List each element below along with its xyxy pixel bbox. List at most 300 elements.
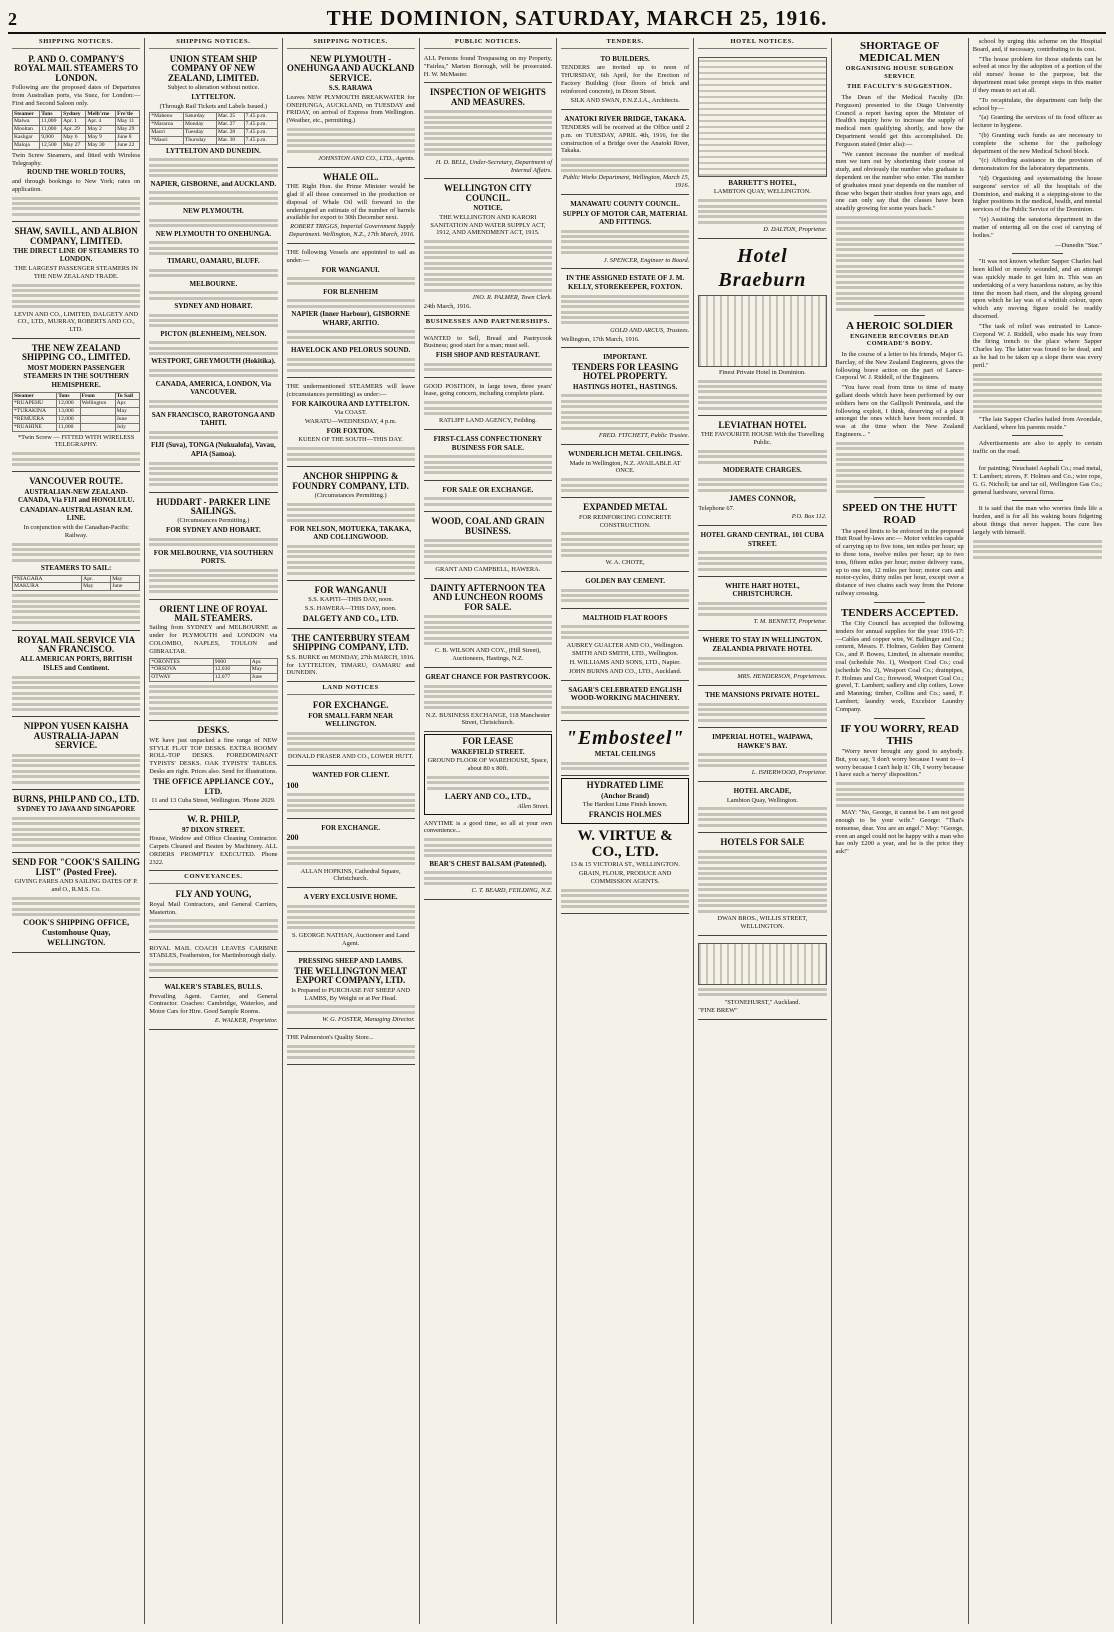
ad-subtitle: TIMARU, OAMARU, BLUFF. (167, 257, 260, 266)
article-paragraph: Advertisements are also to apply to certain traffic on the road. (972, 440, 1102, 456)
ad-bread-business (424, 332, 552, 378)
ad-kelly-estate (561, 271, 689, 348)
column-4 (420, 38, 557, 1624)
ad-body: Royal Mail Contractors, and General Carriers, Masterton. (149, 900, 278, 916)
table-row: *REMUERA 12,000 June (13, 415, 140, 423)
text-filler (561, 295, 689, 325)
text-filler (287, 846, 415, 865)
text-filler (698, 657, 826, 671)
ad-subtitle: FOR BLENHEIM (323, 287, 379, 296)
ad-subtitle: FISH SHOP AND RESTAURANT. (435, 351, 540, 360)
text-filler (287, 447, 415, 461)
ad-undermentioned-steamers (287, 380, 415, 467)
ad-subtitle: NEW PLYMOUTH TO ONEHUNGA. (155, 229, 271, 238)
ad-golden-bay-cement (561, 574, 689, 609)
ad-signature: JNO. R. PALMER, Town Clerk. (472, 294, 552, 302)
article-headline: TENDERS ACCEPTED. (840, 606, 959, 619)
text-filler (424, 539, 552, 564)
ad-date: Wellington, 17th March, 1916. (561, 335, 640, 343)
ad-subtitle: FOR WANGANUI. (321, 265, 380, 274)
ad-subtitle: FOR MELBOURNE, VIA SOUTHERN PORTS. (153, 548, 274, 566)
ad-leviathan-hotel (698, 418, 826, 526)
ad-exchange-2 (287, 821, 415, 888)
ad-body: THE undermentioned STEAMERS will leave (circumstances permitting) as under:— (286, 383, 415, 398)
text-filler (836, 782, 964, 807)
ad-signature: JAMES CONNOR, (729, 493, 796, 503)
article-divider (874, 315, 925, 316)
ad-cooks (12, 855, 140, 952)
ad-subtitle: GREAT CHANCE FOR PASTRYCOOK. (425, 673, 551, 682)
text-filler (561, 158, 689, 172)
text-filler (12, 543, 140, 562)
ad-subtitle: S.S. RARAWA (328, 84, 373, 93)
ad-signature: DWAN BROS., WILLIS STREET, WELLINGTON. (717, 915, 808, 930)
text-filler (561, 706, 689, 714)
ad-title: THE WELLINGTON MEAT EXPORT COMPANY, LTD. (294, 965, 408, 986)
ad-subtitle: THE MANSIONS PRIVATE HOTEL. (705, 691, 820, 699)
ad-signature: E. WALKER, Proprietor. (214, 1016, 278, 1024)
text-filler (424, 110, 552, 156)
ad-body: Twin Screw Steamers, and fitted with Wireless Telegraphy. (12, 151, 141, 167)
ad-signature: SILK AND SWAN, F.N.Z.I.A., Architects. (570, 96, 680, 104)
ad-hotels-for-sale (698, 835, 826, 936)
article-paragraph: "It was not known whether Sapper Charles had been killed or merely wounded, and an attempt was quickly made to get him in. This was an undertaking of a very hazardous nature, as by this time the moon had risen, and the sloping ground upon which he lay was of a whitish colour, upon which any moving figure could be readily discerned. (972, 258, 1102, 320)
ad-title: P. AND O. COMPANY'S ROYAL MAIL STEAMERS TO LONDON. (14, 53, 139, 83)
ad-body: WARATU—WEDNESDAY, 4 p.m. (304, 418, 397, 426)
text-filler (149, 314, 277, 328)
ad-title: FOR LEASE (462, 736, 514, 747)
text-filler (561, 589, 689, 603)
ad-title: SEND FOR "COOK'S SAILING LIST" (Posted Free). (12, 857, 141, 877)
column-3 (283, 38, 420, 1624)
ad-signature: S. GEORGE NATHAN, Auctioneer and Land Agent. (291, 931, 410, 947)
ad-subtitle: GOLDEN BAY CEMENT. (585, 577, 665, 586)
ad-body: Prevailing Agent. Carrier, and General Contractor. Coaches: Cambridge, Waterloo, and Motor Cars for Hire. Good Sample Rooms. (149, 992, 278, 1016)
ad-weights-measures (424, 85, 552, 179)
table-row: OTWAY 12,077 June (150, 674, 277, 682)
ad-signature: C. B. WILSON AND COY., (Hill Street), Auctioneers, Hastings, N.Z. (434, 647, 541, 663)
ad-body: (Circumstances Permitting.) (177, 517, 250, 525)
table-row: *ORSOVA 12,036 May (150, 666, 277, 674)
ad-royal-mail-coach (149, 942, 277, 978)
ad-pastrycook (424, 670, 552, 732)
ad-body: ALL Persons found Trespassing on my Property, "Fairlea," Marton Borough, will be prosecuted. H. W. McMaster. (423, 54, 552, 78)
ad-body: GIVING FARES AND SAILING DATES OF P. and O., R.M.S. Co. (14, 878, 138, 893)
ad-title: VANCOUVER ROUTE. (29, 476, 124, 487)
ad-subtitle: MANAWATU COUNTY COUNCIL. (570, 200, 681, 209)
ad-subtitle: MALTHOID FLAT ROOFS (582, 613, 668, 622)
ad-body: KUEEN OF THE SOUTH—THIS DAY. (298, 436, 403, 444)
ad-address: Allen Street. (517, 802, 549, 810)
text-filler (149, 462, 277, 487)
masthead (8, 6, 1106, 34)
ad-signature: W. A. CHOTE, (605, 559, 645, 567)
section-heading: BUSINESSES AND PARTNERSHIPS. (424, 318, 552, 329)
ad-title: BURNS, PHILP AND CO., LTD. (13, 793, 139, 804)
ad-title: DAINTY AFTERNOON TEA AND LUNCHEON ROOMS FOR SALE. (430, 582, 546, 612)
ad-stonehurst (698, 938, 826, 1020)
ad-body: Via COAST. (334, 409, 367, 417)
ad-title: NIPPON YUSEN KAISHA AUSTRALIA-JAPAN SERVICE. (23, 721, 129, 751)
ad-body: Leaves NEW PLYMOUTH BREAKWATER for ONEHUNGA, AUCKLAND, on TUESDAY and FRIDAY, on arrival of Express from Wellington. (Weather, etc., permitting.) (286, 93, 415, 125)
article-paragraph: school by urging this scheme on the Hospital Board, and, if necessary, contributing to its cost. (972, 38, 1102, 53)
ad-subtitle: WALKER'S STABLES, BULLS. (164, 983, 263, 992)
ad-hotel-braeburn (698, 241, 826, 416)
ad-body: *Twin Screw — FITTED WITH WIRELESS TELEGRAPHY. (17, 433, 135, 449)
ad-new-plymouth-service (287, 52, 415, 168)
ad-subtitle: (Anchor Brand) (601, 791, 650, 800)
text-filler (287, 732, 415, 751)
ad-body: THE following Vessels are appointed to sail as under:— (286, 248, 415, 264)
text-filler (424, 838, 552, 857)
ad-body: Sailing from SYDNEY and MELBOURNE as under for PLYMOUTH and LONDON via COLOMBO, NAPLES, TOULON and GIBRALTAR. (149, 624, 278, 655)
table-row: *Maori Thursday Mar. 30 7.45 p.m. (150, 136, 277, 144)
ad-vessels-sailing (287, 246, 415, 378)
ad-signature: GOLD AND ARCUS, Trustees. (610, 326, 690, 334)
ad-subtitle: ANATOKI RIVER BRIDGE, TAKAKA. (564, 114, 687, 123)
ad-signature: LAERY AND CO., LTD., (444, 791, 531, 801)
ad-nippon-yusen (12, 719, 140, 790)
ad-subtitle: NEW PLYMOUTH. (183, 207, 244, 216)
text-filler (149, 269, 277, 277)
article-paragraph: for painting; Neuchatel Asphalt Co.; road metal, T. Lambert; stoves, F. Holmes and Co.; wire rope, G. G. Nicholl; tar and tar oil, Wellington Gas Co.; general hardware, several firms. (972, 465, 1102, 496)
article-paragraph: "(a) Granting the services of its food officer as lecturer in hygiene. (972, 114, 1102, 130)
text-filler (698, 850, 826, 912)
column-2 (145, 38, 282, 1624)
ad-burns-philp (12, 792, 140, 853)
ad-subtitle: FOR FOXTON. (326, 426, 375, 435)
ad-title: HYDRATED LIME (586, 780, 664, 791)
text-filler (12, 754, 140, 784)
table-header: Fre'tle (116, 110, 140, 118)
column-8 (969, 38, 1106, 1624)
ad-signature: H. WILLIAMS AND SONS, LTD., Napier. (569, 659, 681, 667)
text-filler (561, 478, 689, 492)
table-row: *Mararoa Monday Mar. 27 7.45 p.m. (150, 121, 277, 129)
ad-signature: MRS. HENDERSON, Proprietress. (737, 673, 827, 681)
ad-signature: LEVIN AND CO., LIMITED, DALGETY AND CO., LTD., MURRAY, ROBERTS AND CO., LTD. (14, 310, 139, 334)
column-heading: SHIPPING NOTICES. (149, 38, 277, 49)
ad-anatoki-bridge (561, 112, 689, 196)
ad-body: THE WELLINGTON AND KARORI SANITATION AND WATER SUPPLY ACT, 1912, AND AMENDMENT ACT, 1915. (430, 213, 546, 237)
ad-title: THE NEW ZEALAND SHIPPING CO., LIMITED. (21, 343, 131, 363)
ad-orient-line (149, 602, 277, 722)
ad-signature: RATLIFF LAND AGENCY, Feilding. (439, 417, 537, 425)
ad-subtitle: MODERATE CHARGES. (722, 466, 802, 475)
article-divider (1012, 253, 1064, 254)
text-filler (287, 299, 415, 307)
ad-title: THE CANTERBURY STEAM SHIPPING COMPANY, LTD. (291, 632, 410, 653)
ad-body: THE Palmerston's Quality Store... (286, 1034, 374, 1042)
ad-vancouver-route (12, 474, 140, 630)
text-filler (149, 241, 277, 255)
ad-signature: ROBERT TRIGGS, Imperial Government Supply Department. Wellington, N.Z., 17th March, 1916. (288, 223, 415, 239)
column-7 (832, 38, 969, 1624)
section-heading: CONVEYANCES. (149, 873, 277, 884)
ad-exclusive-home (287, 890, 415, 952)
sailing-table (149, 112, 277, 144)
text-filler (836, 442, 964, 494)
article-paragraph: In the course of a letter to his friends, Major G. Barclay, of the New Zealand Engineers, gives the following brave action on the part of Lance-Corporal W. J. Riddell, of the Engineers. (835, 350, 964, 382)
article-divider (874, 718, 925, 719)
text-filler (287, 277, 415, 285)
ad-subtitle: FIRST-CLASS CONFECTIONERY BUSINESS FOR SALE. (433, 435, 543, 452)
column-heading: HOTEL NOTICES. (698, 38, 826, 49)
ad-title: WELLINGTON CITY COUNCIL. (443, 183, 532, 203)
ad-body: GROUND FLOOR OF WAREHOUSE, Space, about 80 x 80ft. (427, 757, 549, 772)
article-paragraph: "(e) Assisting the sanatoria department in the matter of entering all on the cost of carrying of bodies." (972, 216, 1102, 239)
ad-po-steamers (12, 52, 140, 222)
ad-subtitle: STEAMERS TO SAIL: (40, 564, 112, 573)
table-header: Steamer (13, 110, 40, 118)
table-row: Maori Tuesday Mar. 28 7.45 p.m. (150, 129, 277, 137)
article-divider (874, 602, 925, 603)
article-paragraph: The Dean of the Medical Faculty (Dr. Ferguson) presented to the Otago University Council a report having upon the Minister of Health's inquiry how to increase the supply of medical men qualifying shortly, and how the Department would get this accomplished. Dr. Ferguson stated (inter alia):— (835, 93, 964, 148)
article-paragraph: "The task of relief was entrusted to Lance-Corporal W. J. Riddell, who made his way from the firing trench to the place where Sapper Charles lay. The latter was found to be dead, and as he had to be taken up a slope there was every peril." (972, 322, 1102, 369)
ad-body: In conjunction with the Canadian-Pacific Railway. (23, 523, 129, 539)
ad-subtitle: ROUND THE WORLD TOURS, (26, 168, 126, 177)
article-paragraph: "We cannot increase the number of medical men we turn out by shortening their course of study, and obviously the number who graduate is dependent on the number who enter. The number of graduates must year depends on the number of those who began their studies four years ago, and one can only say that the classes have been steadily growing for some years back." (835, 150, 964, 213)
ad-signature: COOK'S SHIPPING OFFICE, Customhouse Quay, WELLINGTON. (23, 918, 130, 947)
newspaper-title: THE DOMINION, SATURDAY, MARCH 25, 1916. (326, 6, 828, 30)
ad-subtitle: FOR SMALL FARM NEAR WELLINGTON. (308, 711, 394, 729)
text-filler (561, 532, 689, 557)
sailing-table: Steamer Tons From To Sail *RUAPEHU 12,000 Wellington Apr. *TURAKINA 13,000 May *REMUERA 12,000 June *RUAHINE 11,000 July (12, 392, 140, 432)
sailing-table (149, 658, 277, 682)
ad-subtitle: PRESSING SHEEP AND LAMBS. (298, 957, 403, 966)
text-filler (287, 358, 415, 372)
text-filler (12, 676, 140, 711)
ad-subtitle: SYDNEY AND HOBART. (174, 302, 253, 311)
ad-subtitle: FOR NELSON, MOTUEKA, TAKAKA, AND COLLINGWOOD. (290, 524, 412, 542)
ad-signature: THE OFFICE APPLIANCE COY., LTD. (153, 776, 274, 796)
ad-title: W. R. PHILP, (187, 814, 240, 825)
text-filler (12, 594, 140, 624)
ad-subtitle: SAGAR'S CELEBRATED ENGLISH WOOD-WORKING MACHINERY. (568, 685, 682, 703)
ad-signature: GRANT AND CAMPBELL, HAWERA. (435, 565, 541, 573)
ad-grand-central (698, 528, 826, 577)
ad-title: NEW PLYMOUTH - ONEHUNGA AND AUCKLAND SERVICE. (286, 53, 415, 83)
ad-nz-shipping (12, 341, 140, 472)
article-paragraph: The speed limits to be enforced in the proposed Hutt Road by-laws are:— Motor vehicles capable of carrying up to five tons, ten miles per hour; up to three tons, twelve miles per hour; up to two tons, fifteen miles per hour; motor delivery vans, up to one ton, 12 miles per hour; motor cars and motor-cycles, thirty miles per hour, except over a distance of two chains each way from the Petone railway crossing. (835, 527, 964, 598)
ad-subtitle: LYTTELTON AND DUNEDIN. (165, 146, 261, 155)
article-paragraph: "Worry never brought any good to anybody. But, you say, 'I don't worry because I want to—I worry because I can't help it.' Oh, I worry because I have such a 'nervy' disposition." (835, 747, 964, 779)
sailing-table (12, 575, 140, 592)
column-5 (557, 38, 694, 1624)
ad-canterbury-steam (287, 631, 415, 682)
ad-palmerston (287, 1031, 415, 1065)
ad-where-to-stay (698, 633, 826, 686)
ad-body: (Circumstances Permitting.) (314, 492, 387, 500)
text-filler (149, 431, 277, 439)
article-paragraph: It is said that the man who worries finds life a burden, and is for all his waking hours fidgeting about things that never happen. The cure lies largely with himself. (972, 505, 1102, 536)
ad-subtitle: WUNDERLICH METAL CEILINGS. (568, 449, 683, 458)
text-filler (836, 216, 964, 311)
article-divider (1012, 435, 1064, 436)
column-1 (8, 38, 145, 1624)
ad-malthoid (561, 611, 689, 681)
article-paragraph: "You have read from time to time of many gallant deeds which have been performed by our soldiers here on the Gallipoli Peninsula, and the following exploit, I think, deserving of a place amongst the ones which have been recorded. It was at the time when the New Zealand Engineers... " (835, 384, 964, 439)
ad-body: S.S. KAPITI—THIS DAY, noon. (308, 596, 394, 604)
table-row: Kashgar 9,000 May 6 May 9 June 8 (13, 134, 140, 142)
section-heading: LAND NOTICES (287, 684, 415, 695)
ad-subtitle: IMPORTANT. (603, 353, 648, 362)
ad-title: UNION STEAM SHIP COMPANY OF NEW ZEALAND, LIMITED. (167, 53, 259, 83)
text-filler (698, 199, 826, 224)
ad-subtitle: HASTINGS HOTEL, HASTINGS. (572, 382, 678, 391)
ad-po-box: P.O. Box 112. (791, 513, 827, 521)
text-filler (12, 197, 140, 216)
ad-address: Lambton Quay, Wellington. (726, 796, 798, 804)
ad-whale-oil (287, 170, 415, 244)
ad-title: INSPECTION OF WEIGHTS AND MEASURES. (429, 87, 546, 107)
ad-body: Made in Wellington, N.Z. AVAILABLE AT ONCE. (569, 459, 681, 475)
article-paragraph: "(d) Organising and systematising the house surgeons' service of all the hospitals of the Dominion, and making it a stepping-stone to the higher positions in the medical, health, and mental services of the Public Service of the Dominion. (972, 175, 1102, 214)
ad-title: ORIENT LINE OF ROYAL MAIL STEAMERS. (159, 603, 268, 623)
ad-huddart-parker (149, 495, 277, 600)
ad-subtitle: TO BUILDERS. (600, 54, 650, 63)
ad-signature: SMITH AND SMITH, LTD., Wellington. (572, 650, 679, 658)
text-filler (149, 919, 277, 933)
hotel-building-illustration (698, 57, 826, 177)
columns (8, 38, 1106, 1624)
page-number: 2 (8, 9, 17, 29)
ad-signature: "STONEHURST," Auckland. (724, 998, 801, 1006)
text-filler (287, 545, 415, 575)
ad-subtitle: MELBOURNE. (189, 279, 238, 288)
text-filler (698, 380, 826, 410)
ad-title: HOTELS FOR SALE (720, 837, 805, 848)
ad-subtitle: HOTEL GRAND CENTRAL, 101 CUBA STREET. (700, 531, 825, 548)
ad-subtitle: AUSTRALIAN-NEW ZEALAND-CANADA, Via FIJI and HONOLULU. (17, 487, 135, 505)
table-row: *ORONTES 9000 Apr. (150, 658, 277, 666)
table-row: *RUAPEHU 12,000 Wellington Apr. (13, 400, 140, 408)
ad-body: "FINE BREW" (698, 1007, 738, 1015)
ad-title: FOR EXCHANGE. (312, 700, 389, 711)
ad-title: SHAW, SAVILL, AND ALBION COMPANY, LIMITED. (14, 226, 138, 246)
ad-title: W. VIRTUE & CO., LTD. (577, 827, 673, 860)
ad-subtitle: FOR KAIKOURA AND LYTTELTON. (291, 399, 410, 408)
ad-imperial-hotel (698, 730, 826, 782)
table-row: *Maheno Saturday Mar. 25 7.45 p.m. (150, 113, 277, 121)
article-paragraph: "(b) Granting such funds as are necessary to complete the scheme for the pathology department of the new Medical School block. (972, 131, 1102, 155)
article-source: —Dunedin "Star." (1055, 241, 1102, 249)
ad-subtitle: HAVELOCK AND PELORUS SOUND. (290, 346, 411, 355)
text-filler (149, 569, 277, 594)
ad-signature: C. T. BEARD, FEILDING, N.Z. (471, 887, 552, 895)
ad-subtitle: WESTPORT, GREYMOUTH (Hokitika). (151, 357, 276, 366)
ad-virtue (561, 826, 689, 915)
ad-signature: H. D. BELL, Under-Secretary, Department of Internal Affairs. (435, 158, 552, 174)
ad-subtitle: BEAR'S CHEST BALSAM (Patented). (429, 859, 547, 868)
article-subheading: ENGINEER RECOVERS DEAD COMRADE'S BODY. (850, 332, 950, 348)
text-filler (12, 452, 140, 466)
ad-subtitle: FOR SALE OR EXCHANGE. (442, 485, 534, 494)
ad-subtitle: WHITE HART HOTEL, CHRISTCHURCH. (725, 581, 800, 599)
ad-signature: FRANCIS HOLMES (588, 810, 662, 820)
ad-subtitle: ZEALANDIA PRIVATE HOTEL (712, 645, 813, 654)
ad-title: EXPANDED METAL (583, 502, 668, 513)
text-filler (561, 762, 689, 770)
stonehurst-illustration (698, 943, 826, 985)
ad-mansions-hotel (698, 688, 826, 728)
ad-title: LEVIATHAN HOTEL (718, 419, 807, 430)
ad-philp (149, 812, 277, 871)
ad-desks (149, 723, 277, 810)
ad-embosteel (561, 723, 689, 777)
text-filler (12, 817, 140, 847)
text-filler (424, 497, 552, 505)
ad-body: (Through Rail Tickets and Labels Issued.) (159, 102, 268, 110)
article-subheading: THE FACULTY'S SUGGESTION. (847, 83, 953, 91)
text-filler (149, 369, 277, 377)
ad-subtitle: A VERY EXCLUSIVE HOME. (303, 893, 398, 902)
ad-body: Is Prepared to PURCHASE FAT SHEEP AND LAMBS, By Weight or at Per Head. (291, 986, 411, 1002)
ad-body: Following are the proposed dates of Departures from Australian ports, via Suez, for London:— First and Second Saloon only. (12, 84, 141, 107)
article-headline: A HEROIC SOLDIER (846, 319, 954, 332)
embosteel-logo: "Embosteel" (565, 726, 685, 749)
text-filler (149, 685, 277, 715)
ad-wunderlich (561, 447, 689, 498)
ad-body: WANTED to Sell, Bread and Pastrycook Business; good start for a man; must sell. (423, 334, 552, 350)
text-filler (149, 191, 277, 205)
ad-body: THE FAVOURITE HOUSE With the Travelling Public. (700, 431, 824, 447)
ad-signature: JOHNSTON AND CO., LTD., Agents. (318, 154, 415, 162)
ad-white-hart (698, 579, 826, 631)
ad-body: Subject to alteration without notice. (167, 84, 260, 92)
ad-fly-young (149, 887, 277, 939)
ad-subtitle: NAPIER, GISBORNE, and AUCKLAND. (150, 179, 277, 188)
text-filler (698, 602, 826, 616)
text-filler (561, 625, 689, 639)
ad-body: FOR REINFORCING CONCRETE CONSTRUCTION. (578, 513, 672, 529)
ad-body: THE LARGEST PASSENGER STEAMERS IN THE NEW ZEALAND TRADE. (14, 265, 138, 280)
ad-signature: DONALD FRASER AND CO., LOWER HUTT. (287, 753, 414, 761)
ad-signature: D. DALTON, Proprietor. (763, 226, 827, 234)
text-filler (149, 963, 277, 971)
column-heading: TENDERS. (561, 38, 689, 49)
text-filler (427, 776, 549, 790)
ad-subtitle: THE DIRECT LINE OF STEAMERS TO LONDON. (13, 246, 139, 264)
ad-signature: L. ISHERWOOD, Proprietor. (751, 769, 827, 777)
ad-subtitle: NAPIER (Inner Harbour), GISBORNE WHARF, ARITIO. (291, 310, 410, 327)
article-divider (874, 497, 925, 498)
text-filler (698, 450, 826, 464)
text-filler (424, 363, 552, 371)
ad-signature: J. SPENCER, Engineer to Board. (603, 256, 690, 264)
ad-bears-balsam (424, 817, 552, 901)
ad-title: DESKS. (197, 725, 230, 736)
ad-hotel-lease (561, 350, 689, 444)
ad-pressing-sheep (287, 954, 415, 1029)
ad-signature: N.Z. BUSINESS EXCHANGE, 118 Manchester Street, Christchurch. (425, 711, 550, 727)
ad-body: GRAIN, FLOUR, PRODUCE AND COMMISSION AGENTS. (578, 870, 672, 885)
text-filler (287, 905, 415, 930)
column-6 (694, 38, 831, 1624)
ad-address: LAMBTON QUAY, WELLINGTON. (713, 188, 811, 196)
table-row: *NIAGARA Apr. May (13, 575, 140, 583)
ad-subtitle: CANADA, AMERICA, LONDON, Via VANCOUVER. (155, 379, 272, 397)
text-filler (149, 538, 277, 546)
ad-title: ANCHOR SHIPPING & FOUNDRY COMPANY, LTD. (292, 471, 409, 491)
ad-subtitle: FIJI (Suva), TONGA (Nukualofa), Vavau, APIA (Samoa). (150, 441, 276, 459)
text-filler (561, 889, 689, 908)
ad-title: FOR WANGANUI (314, 585, 387, 596)
article-paragraph: "The late Sapper Charles hailed from Avondale, Auckland, where his parents reside." (972, 415, 1102, 431)
ad-subtitle: CANADIAN-AUSTRALASIAN R.M. LINE. (19, 505, 133, 523)
ad-royal-mail (12, 633, 140, 718)
braeburn-logo: Hotel Braeburn (718, 245, 807, 292)
